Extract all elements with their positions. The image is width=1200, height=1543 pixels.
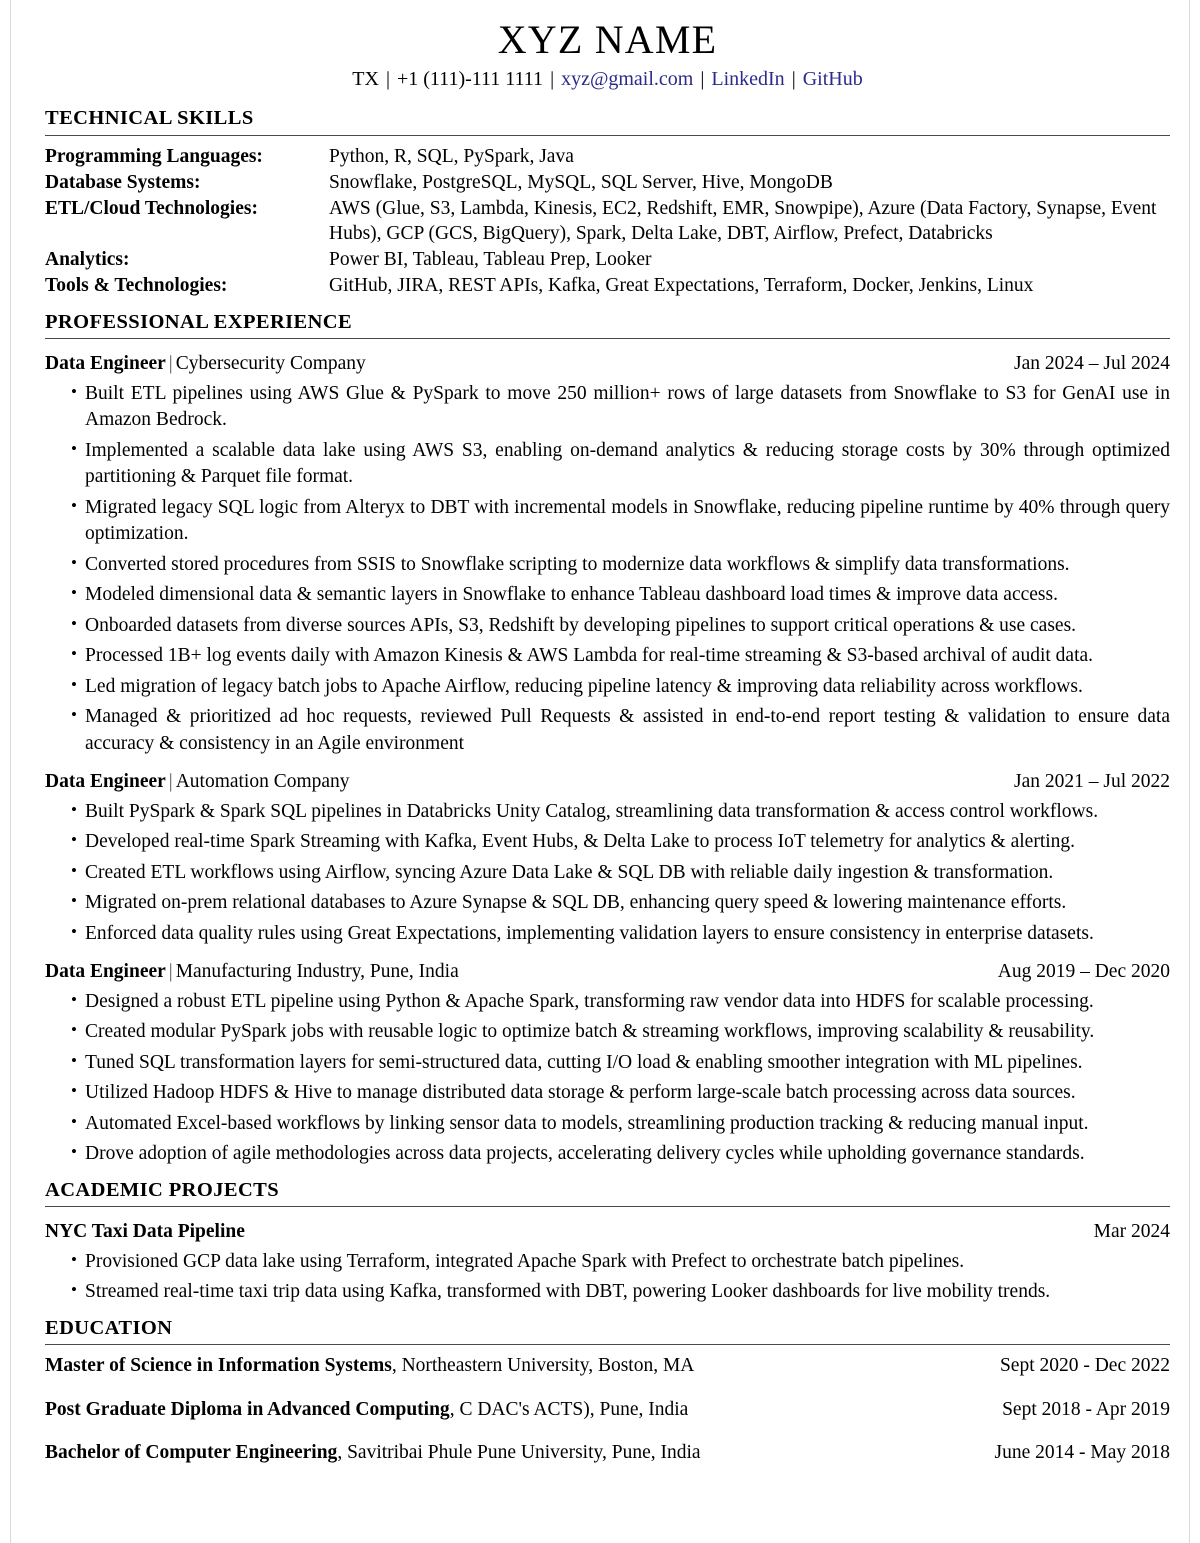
section-title-academic-projects: ACADEMIC PROJECTS	[45, 1178, 280, 1201]
skill-value: GitHub, JIRA, REST APIs, Kafka, Great Expectations, Terraform, Docker, Jenkins, Linux	[329, 275, 1034, 297]
education-degree: Master of Science in Information Systems	[45, 1355, 392, 1377]
skill-value: Power BI, Tableau, Tableau Prep, Looker	[329, 249, 652, 271]
experience-separator: |	[168, 961, 173, 983]
table-row	[45, 170, 1170, 196]
section-rule-professional-experience	[45, 338, 1170, 339]
table-row	[45, 144, 1170, 170]
education-detail-group	[45, 1353, 694, 1378]
contact-location: TX	[352, 68, 379, 91]
experience-dates: Jan 2024 – Jul 2024	[1014, 353, 1170, 375]
experience-org: Cybersecurity Company	[175, 353, 366, 375]
education-dates: Sept 2020 - Dec 2022	[999, 1355, 1170, 1377]
list-item: • Designed a robust ETL pipeline using Python & Apache Spark, transforming raw vendor data into HDFS for scalable processing.	[45, 989, 1170, 1016]
contact-separator-4: |	[791, 68, 796, 91]
experience-org: Automation Company	[175, 771, 350, 793]
section-title-technical-skills: TECHNICAL SKILLS	[45, 107, 254, 130]
list-item: • Provisioned GCP data lake using Terraform, integrated Apache Spark with Prefect to orchestrate batch pipelines.	[45, 1249, 1170, 1276]
project-title: NYC Taxi Data Pipeline	[45, 1221, 245, 1243]
list-item: • Implemented a scalable data lake using AWS S3, enabling on-demand analytics & reducing storage costs by 30% through optimized partitioning & Parquet file format.	[45, 438, 1170, 491]
experience-bullet-list	[45, 799, 1170, 948]
contact-phone: +1 (111)-111 1111	[396, 68, 544, 91]
experience-bullet-list	[45, 381, 1170, 758]
list-item: • Modeled dimensional data & semantic layers in Snowflake to enhance Tableau dashboard load times & improve data access.	[45, 582, 1170, 609]
list-item: • Created modular PySpark jobs with reusable logic to optimize batch & streaming workflows, improving scalability & reusability.	[45, 1019, 1170, 1046]
experience-org: Manufacturing Industry, Pune, India	[175, 961, 459, 983]
table-row	[45, 196, 1170, 247]
skills-table	[45, 144, 1170, 300]
linkedin-link[interactable]: LinkedIn	[711, 68, 785, 91]
list-item: • Processed 1B+ log events daily with Amazon Kinesis & AWS Lambda for real-time streaming & S3-based archival of audit data.	[45, 643, 1170, 670]
section-rule-technical-skills	[45, 135, 1170, 136]
page-title: XYZ NAME	[497, 17, 718, 62]
experience-role: Data Engineer	[45, 771, 166, 793]
experience-title-group	[45, 351, 366, 376]
list-item: • Automated Excel-based workflows by linking sensor data to models, streamlining production tracking & reducing manual input.	[45, 1111, 1170, 1138]
education-detail-group	[45, 1440, 701, 1465]
list-item: • Built ETL pipelines using AWS Glue & PySpark to move 250 million+ rows of large datasets from Snowflake to S3 for GenAI use in Amazon Bedrock.	[45, 381, 1170, 434]
skill-label: Analytics:	[45, 249, 130, 271]
experience-entry-header	[45, 769, 1170, 794]
section-rule-education	[45, 1344, 1170, 1345]
education-row	[45, 1353, 1170, 1378]
list-item: • Led migration of legacy batch jobs to Apache Airflow, reducing pipeline latency & improving data reliability across workflows.	[45, 674, 1170, 701]
skill-value: AWS (Glue, S3, Lambda, Kinesis, EC2, Redshift, EMR, Snowpipe), Azure (Data Factory, Synapse, Event Hubs), GCP (GCS, BigQuery), Spark, Delta Lake, DBT, Airflow, Prefect, Databricks	[329, 198, 1157, 245]
education-detail-group	[45, 1397, 688, 1422]
education-institution: , C DAC's ACTS), Pune, India	[449, 1398, 689, 1420]
education-institution: , Savitribai Phule Pune University, Pune, India	[337, 1441, 701, 1463]
list-item: • Migrated legacy SQL logic from Alteryx to DBT with incremental models in Snowflake, reducing pipeline runtime by 40% through query optimization.	[45, 495, 1170, 548]
skill-label: Programming Languages:	[45, 145, 263, 167]
list-item: • Streamed real-time taxi trip data using Kafka, transformed with DBT, powering Looker dashboards for live mobility trends.	[45, 1279, 1170, 1306]
section-title-education: EDUCATION	[45, 1316, 173, 1339]
list-item: • Developed real-time Spark Streaming with Kafka, Event Hubs, & Delta Lake to process IoT telemetry for analytics & alerting.	[45, 829, 1170, 856]
project-bullet-list	[45, 1249, 1170, 1306]
experience-dates: Aug 2019 – Dec 2020	[997, 961, 1170, 983]
experience-role: Data Engineer	[45, 353, 166, 375]
list-item: • Managed & prioritized ad hoc requests, reviewed Pull Requests & assisted in end-to-end report testing & validation to ensure data accuracy & consistency in an Agile environment	[45, 704, 1170, 757]
section-rule-academic-projects	[45, 1206, 1170, 1207]
list-item: • Created ETL workflows using Airflow, syncing Azure Data Lake & SQL DB with reliable daily ingestion & transformation.	[45, 860, 1170, 887]
skill-label: Tools & Technologies:	[45, 275, 228, 297]
contact-separator-3: |	[700, 68, 705, 91]
list-item: • Onboarded datasets from diverse sources APIs, S3, Redshift by developing pipelines to support critical operations & use cases.	[45, 613, 1170, 640]
table-row	[45, 273, 1170, 299]
experience-title-group	[45, 959, 459, 984]
project-entry-header	[45, 1219, 1170, 1244]
experience-separator: |	[168, 771, 173, 793]
experience-dates: Jan 2021 – Jul 2022	[1014, 771, 1170, 793]
list-item: • Tuned SQL transformation layers for semi-structured data, cutting I/O load & enabling smoother integration with ML pipelines.	[45, 1050, 1170, 1077]
education-dates: June 2014 - May 2018	[994, 1441, 1170, 1463]
list-item: • Migrated on-prem relational databases to Azure Synapse & SQL DB, enhancing query speed & lowering maintenance efforts.	[45, 890, 1170, 917]
experience-role: Data Engineer	[45, 961, 166, 983]
project-title-group	[45, 1219, 245, 1244]
list-item: • Utilized Hadoop HDFS & Hive to manage distributed data storage & perform large-scale batch processing across data sources.	[45, 1080, 1170, 1107]
experience-bullet-list	[45, 989, 1170, 1168]
section-title-professional-experience: PROFESSIONAL EXPERIENCE	[45, 310, 353, 333]
experience-entry-header	[45, 959, 1170, 984]
list-item: • Enforced data quality rules using Great Expectations, implementing validation layers to ensure consistency in enterprise datasets.	[45, 921, 1170, 948]
skill-value: Python, R, SQL, PySpark, Java	[329, 145, 574, 167]
education-row	[45, 1397, 1170, 1422]
list-item: • Drove adoption of agile methodologies across data projects, accelerating delivery cycles while upholding governance standards.	[45, 1141, 1170, 1168]
education-row	[45, 1440, 1170, 1465]
table-row	[45, 247, 1170, 273]
experience-entry-header	[45, 351, 1170, 376]
experience-title-group	[45, 769, 350, 794]
list-item: • Converted stored procedures from SSIS to Snowflake scripting to modernize data workflows & simplify data transformations.	[45, 552, 1170, 579]
education-dates: Sept 2018 - Apr 2019	[1002, 1398, 1170, 1420]
skill-value: Snowflake, PostgreSQL, MySQL, SQL Server, Hive, MongoDB	[329, 171, 833, 193]
contact-line	[45, 67, 1170, 92]
contact-separator-1: |	[385, 68, 390, 91]
skill-label: ETL/Cloud Technologies:	[45, 198, 258, 220]
experience-separator: |	[168, 353, 173, 375]
project-dates: Mar 2024	[1093, 1221, 1170, 1243]
education-degree: Post Graduate Diploma in Advanced Computing	[45, 1398, 450, 1420]
contact-separator-2: |	[550, 68, 555, 91]
skill-label: Database Systems:	[45, 171, 201, 193]
education-institution: , Northeastern University, Boston, MA	[391, 1355, 695, 1377]
education-degree: Bachelor of Computer Engineering	[45, 1441, 338, 1463]
email-link[interactable]: xyz@gmail.com	[561, 68, 694, 91]
list-item: • Built PySpark & Spark SQL pipelines in Databricks Unity Catalog, streamlining data transformation & access control workflows.	[45, 799, 1170, 826]
github-link[interactable]: GitHub	[802, 68, 863, 91]
